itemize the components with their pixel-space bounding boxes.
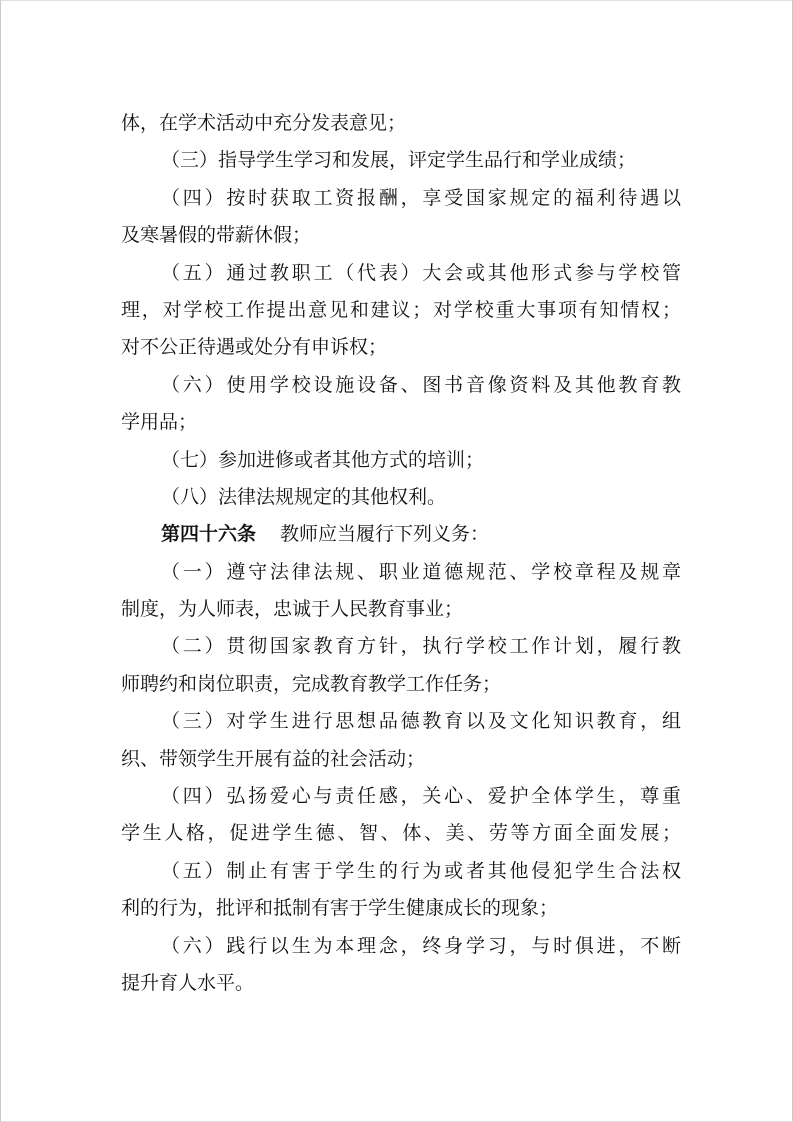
- text-line: 对不公正待遇或处分有申诉权；: [121, 336, 388, 359]
- text-line: 体，在学术活动中充分发表意见；: [121, 112, 407, 134]
- article-heading-text: 教师应当履行下列义务：: [280, 523, 490, 546]
- text-line: （二）贯彻国家教育方针，执行学校工作计划，履行教: [161, 635, 681, 658]
- text-line: 织、带领学生开展有益的社会活动；: [121, 747, 426, 770]
- text-line: 利的行为，批评和抵制有害于学生健康成长的现象；: [121, 897, 559, 920]
- article-number: 第四十六条: [161, 523, 257, 546]
- text-line: （六）践行以生为本理念，终身学习，与时俱进，不断: [161, 934, 681, 957]
- text-line: 学用品；: [121, 411, 198, 434]
- article-heading-line: [121, 516, 681, 553]
- text-line: （七）参加进修或者其他方式的培训；: [161, 448, 485, 471]
- text-line: （四）按时获取工资报酬，享受国家规定的福利待遇以: [161, 186, 681, 209]
- text-line: （五）制止有害于学生的行为或者其他侵犯学生合法权: [161, 859, 681, 882]
- text-line: （三）对学生进行思想品德教育以及文化知识教育，组: [161, 710, 681, 733]
- document-body: [121, 105, 681, 1002]
- text-line: （一）遵守法律法规、职业道德规范、学校章程及规章: [161, 560, 681, 583]
- text-line: 提升育人水平。: [121, 971, 255, 994]
- text-line: 理，对学校工作提出意见和建议；对学校重大事项有知情权；: [121, 298, 681, 321]
- text-line: 学生人格，促进学生德、智、体、美、劳等方面全面发展；: [121, 822, 681, 845]
- text-line: （五）通过教职工（代表）大会或其他形式参与学校管: [161, 261, 681, 284]
- text-line: 制度，为人师表，忠诚于人民教育事业；: [121, 598, 464, 621]
- text-line: （三）指导学生学习和发展，评定学生品行和学业成绩；: [161, 149, 637, 172]
- text-line: （六）使用学校设施设备、图书音像资料及其他教育教: [161, 373, 681, 396]
- text-line: （四）弘扬爱心与责任感，关心、爱护全体学生，尊重: [161, 785, 681, 808]
- text-line: 及寒暑假的带薪休假；: [121, 224, 312, 247]
- text-line: 师聘约和岗位职责，完成教育教学工作任务；: [121, 672, 502, 695]
- text-line: （八）法律法规规定的其他权利。: [161, 485, 447, 508]
